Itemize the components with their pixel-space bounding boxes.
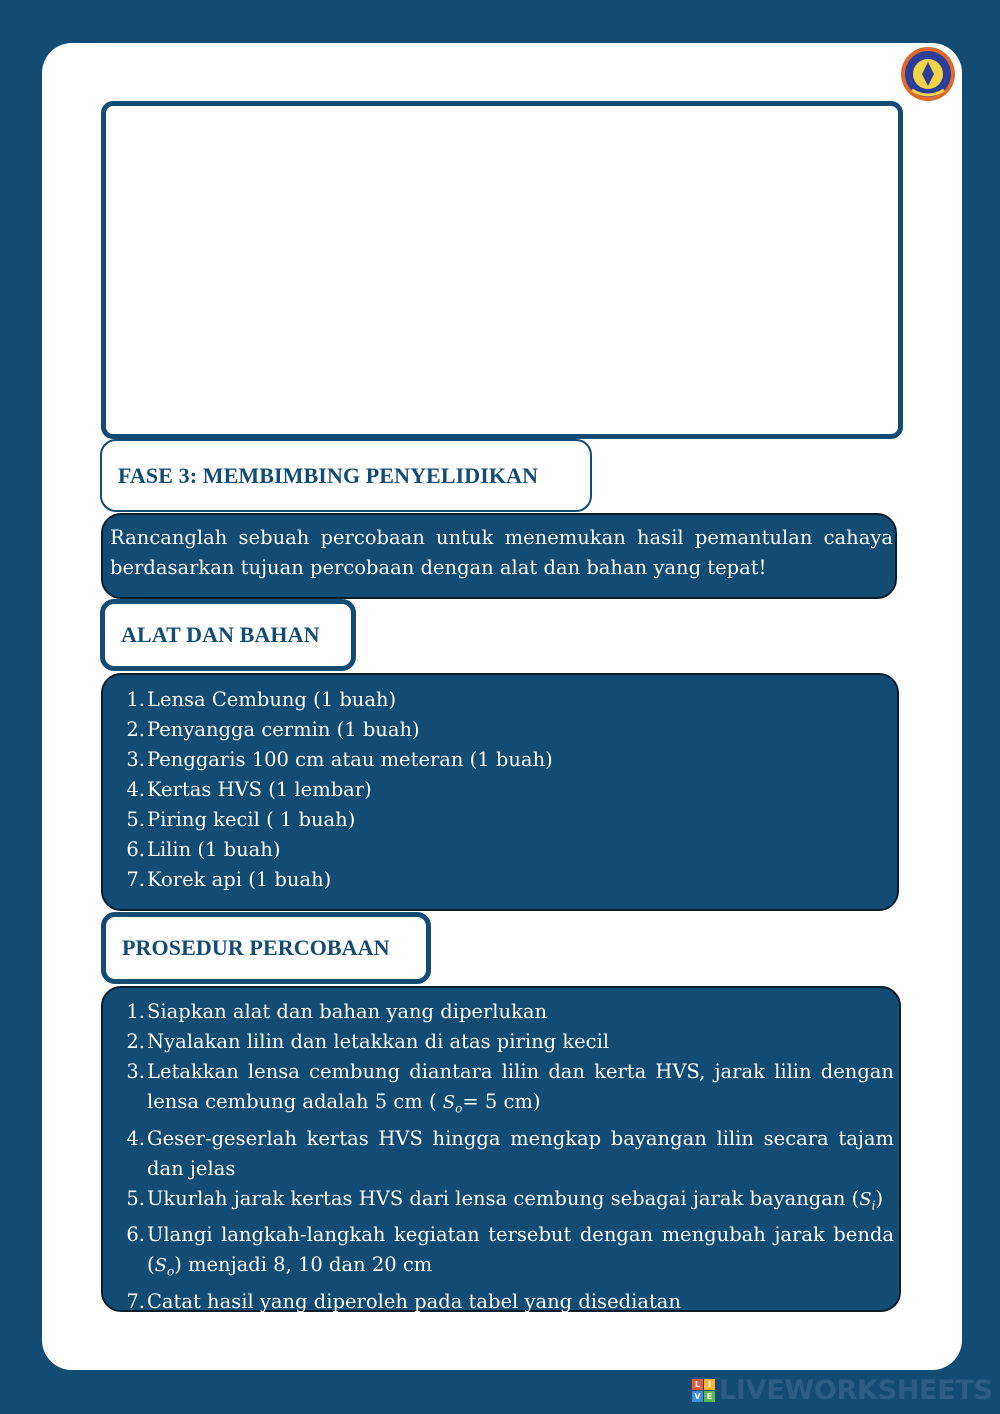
list-item: 2. Penyangga cermin (1 buah) bbox=[126, 718, 420, 741]
list-item: 4. Geser-geserlah kertas HVS hingga mengkap bayangan lilin secara tajam dan jelas bbox=[126, 1126, 894, 1180]
procedure-title: PROSEDUR PERCOBAAN bbox=[122, 935, 390, 960]
phase-title: FASE 3: MEMBIMBING PENYELIDIKAN bbox=[118, 462, 539, 488]
answer-text-area[interactable] bbox=[101, 101, 903, 439]
procedure-box bbox=[101, 986, 901, 1312]
tools-title-tab bbox=[100, 599, 356, 671]
list-item: 3. Letakkan lensa cembung diantara lilin dan kerta HVS, jarak lilin dengan lensa cembung adalah 5 cm ( $S_o= 5$ cm) bbox=[126, 1060, 894, 1116]
liveworksheets-logo-icon: L I V E bbox=[692, 1379, 715, 1402]
phase-title-tab bbox=[100, 439, 592, 512]
list-item: 3. Penggaris 100 cm atau meteran (1 buah) bbox=[126, 748, 553, 771]
procedure-title-tab bbox=[101, 912, 431, 984]
tools-list bbox=[103, 685, 893, 895]
list-item: 5. Ukurlah jarak kertas HVS dari lensa cembung sebagai jarak bayangan $(S_i)$ bbox=[126, 1186, 884, 1213]
list-item: 1. Lensa Cembung (1 buah) bbox=[126, 688, 397, 711]
list-item: 7. Catat hasil yang diperoleh pada tabel yang disediatan bbox=[126, 1289, 681, 1313]
instruction-text: Rancanglah sebuah percobaan untuk menemukan hasil pemantulan cahaya berdasarkan tujuan percobaan dengan alat dan bahan yang tepat! bbox=[110, 526, 893, 579]
list-item: 4. Kertas HVS (1 lembar) bbox=[126, 778, 372, 801]
instruction-box bbox=[101, 513, 897, 599]
procedure-list bbox=[103, 997, 894, 1317]
list-item: 1. Siapkan alat dan bahan yang diperlukan bbox=[126, 1000, 548, 1023]
watermark-text: LIVEWORKSHEETS bbox=[719, 1374, 993, 1406]
tools-box bbox=[101, 673, 899, 911]
tools-title: ALAT DAN BAHAN bbox=[121, 622, 320, 647]
image-distance-symbol: $S_i$ bbox=[859, 1188, 876, 1213]
object-distance-symbol: $S_o$ bbox=[442, 1092, 463, 1116]
list-item: 6. Ulangi langkah-langkah kegiatan tersebut dengan mengubah jarak benda $(S_o)$ menjadi 8, 10 dan 20 cm bbox=[126, 1223, 894, 1279]
object-distance-symbol: $S_o$ bbox=[154, 1255, 175, 1279]
list-item: 5. Piring kecil ( 1 buah) bbox=[126, 808, 356, 831]
liveworksheets-watermark bbox=[692, 1376, 993, 1404]
list-item: 6. Lilin (1 buah) bbox=[126, 838, 281, 861]
list-item: 7. Korek api (1 buah) bbox=[126, 868, 332, 891]
school-emblem-icon bbox=[898, 44, 958, 104]
list-item: 2. Nyalakan lilin dan letakkan di atas piring kecil bbox=[126, 1030, 610, 1053]
